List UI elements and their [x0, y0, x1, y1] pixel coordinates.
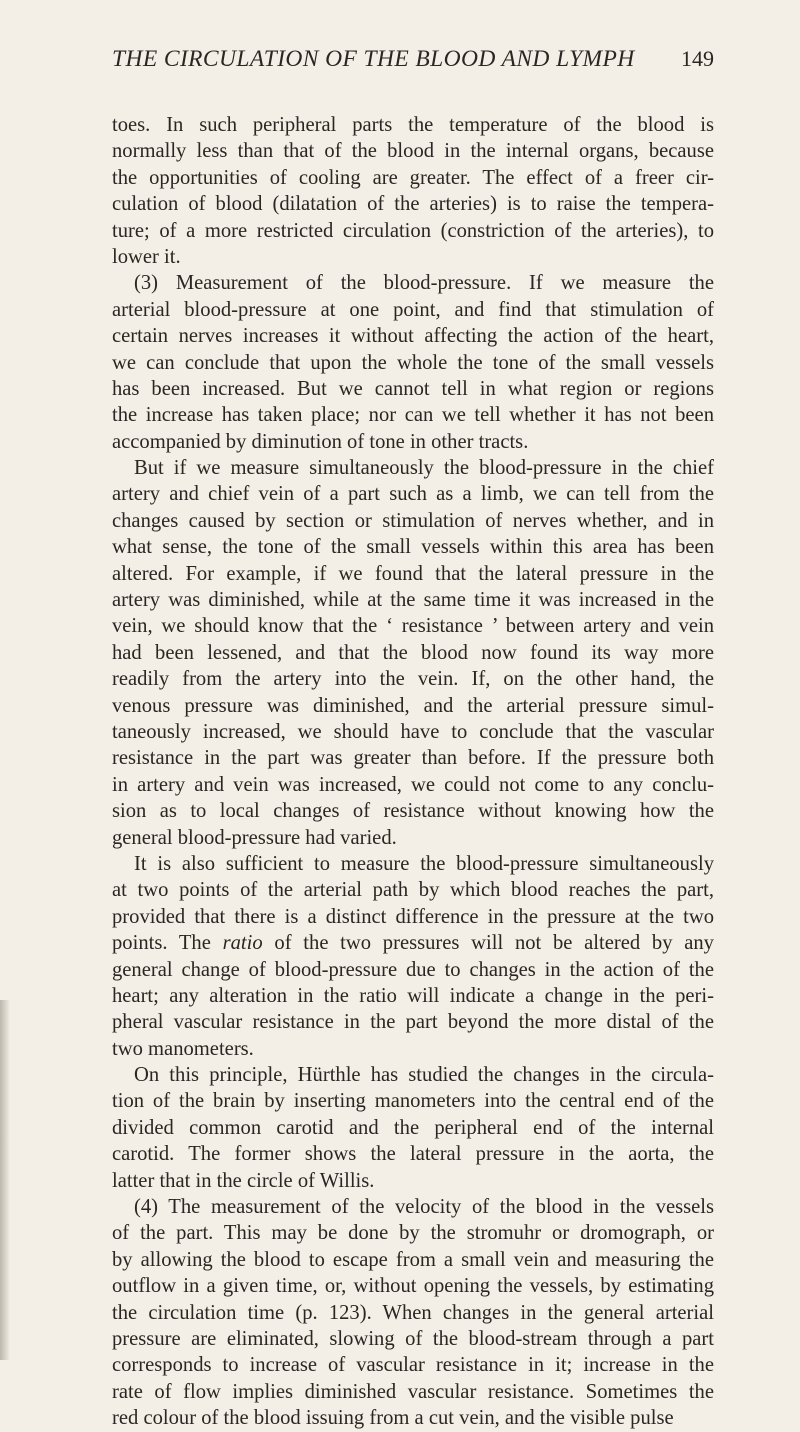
text-line: general blood-pressure had varied. [112, 826, 397, 849]
text-line: (3) Measurement of the blood-pressure. If we measure the [134, 272, 714, 295]
text-line: sion as to local changes of resistance without knowing how the [112, 800, 714, 823]
text-line: rate of flow implies diminished vascular resistance. Sometimes the [112, 1380, 714, 1403]
text-line: we can conclude that upon the whole the tone of the small vessels [112, 351, 714, 374]
text-line: accompanied by diminution of tone in other tracts. [112, 430, 529, 453]
text-line: venous pressure was diminished, and the arterial pressure simul- [112, 694, 714, 717]
text-line: vein, we should know that the ‘ resistance ’ between artery and vein [112, 615, 714, 638]
text-line: arterial blood-pressure at one point, and find that stimulation of [112, 298, 714, 321]
text-line: It is also sufficient to measure the blood-pressure simultaneously [134, 852, 714, 875]
text-line: readily from the artery into the vein. If, on the other hand, the [112, 668, 714, 691]
text-line [112, 930, 714, 956]
text-line: altered. For example, if we found that the lateral pressure in the [112, 562, 714, 585]
text-line: changes caused by section or stimulation of nerves whether, and in [112, 509, 714, 532]
text-line: resistance in the part was greater than before. If the pressure both [112, 747, 714, 770]
text-line: the increase has taken place; nor can we tell whether it has not been [112, 404, 714, 427]
body-text [112, 112, 714, 1432]
text-line: certain nerves increases it without affecting the action of the heart, [112, 325, 714, 348]
text-line: of the part. This may be done by the stromuhr or dromograph, or [112, 1222, 714, 1245]
text-line: tion of the brain by inserting manometers into the central end of the [112, 1090, 714, 1113]
text-line: On this principle, Hürthle has studied the changes in the circula- [134, 1064, 714, 1087]
text-line: the opportunities of cooling are greater. The effect of a freer cir- [112, 166, 714, 189]
text-line: taneously increased, we should have to conclude that the vascular [112, 720, 714, 743]
text-line: pheral vascular resistance in the part beyond the more distal of the [112, 1011, 714, 1034]
text-line: normally less than that of the blood in the internal organs, because [112, 140, 714, 163]
text-line: provided that there is a distinct difference in the pressure at the two [112, 905, 714, 928]
text-line: culation of blood (dilatation of the arteries) is to raise the tempera- [112, 193, 714, 216]
text-line: by allowing the blood to escape from a small vein and measuring the [112, 1248, 714, 1271]
text-run: points. The [112, 932, 211, 955]
text-line: lower it. [112, 245, 181, 268]
text-line: divided common carotid and the peripheral end of the internal [112, 1116, 714, 1139]
text-line: at two points of the arterial path by which blood reaches the part, [112, 879, 714, 902]
text-line: ture; of a more restricted circulation (constriction of the arteries), to [112, 219, 714, 242]
text-line: (4) The measurement of the velocity of the blood in the vessels [134, 1196, 714, 1219]
running-head-title: THE CIRCULATION OF THE BLOOD AND LYMPH [112, 46, 635, 72]
text-line: latter that in the circle of Willis. [112, 1169, 375, 1192]
text-line: artery was diminished, while at the same time it was increased in the [112, 589, 714, 612]
text-line: general change of blood-pressure due to changes in the action of the [112, 958, 714, 981]
text-line: pressure are eliminated, slowing of the blood-stream through a part [112, 1327, 714, 1350]
text-line: two manometers. [112, 1037, 254, 1060]
text-line: had been lessened, and that the blood now found its way more [112, 641, 714, 664]
text-line: But if we measure simultaneously the blood-pressure in the chief [134, 457, 714, 480]
text-line: red colour of the blood issuing from a cut vein, and the visible pulse [112, 1407, 674, 1430]
page-number: 149 [681, 46, 714, 71]
text-line: carotid. The former shows the lateral pressure in the aorta, the [112, 1143, 714, 1166]
text-line: toes. In such peripheral parts the temperature of the blood is [112, 114, 714, 136]
text-line: in artery and vein was increased, we could not come to any conclu- [112, 773, 714, 796]
running-head [112, 46, 714, 73]
text-line: corresponds to increase of vascular resistance in it; increase in the [112, 1354, 714, 1377]
italic-word: ratio [222, 932, 263, 955]
text-line: has been increased. But we cannot tell in what region or regions [112, 377, 714, 400]
binding-shadow [0, 1000, 10, 1360]
text-line: the circulation time (p. 123). When changes in the general arterial [112, 1301, 714, 1324]
text-line: outflow in a given time, or, without opening the vessels, by estimating [112, 1275, 714, 1298]
text-line: artery and chief vein of a part such as a limb, we can tell from the [112, 483, 714, 506]
text-run: of the two pressures will not be altered by any [274, 932, 714, 955]
text-line: what sense, the tone of the small vessels within this area has been [112, 536, 714, 559]
text-line: heart; any alteration in the ratio will indicate a change in the peri- [112, 984, 714, 1007]
